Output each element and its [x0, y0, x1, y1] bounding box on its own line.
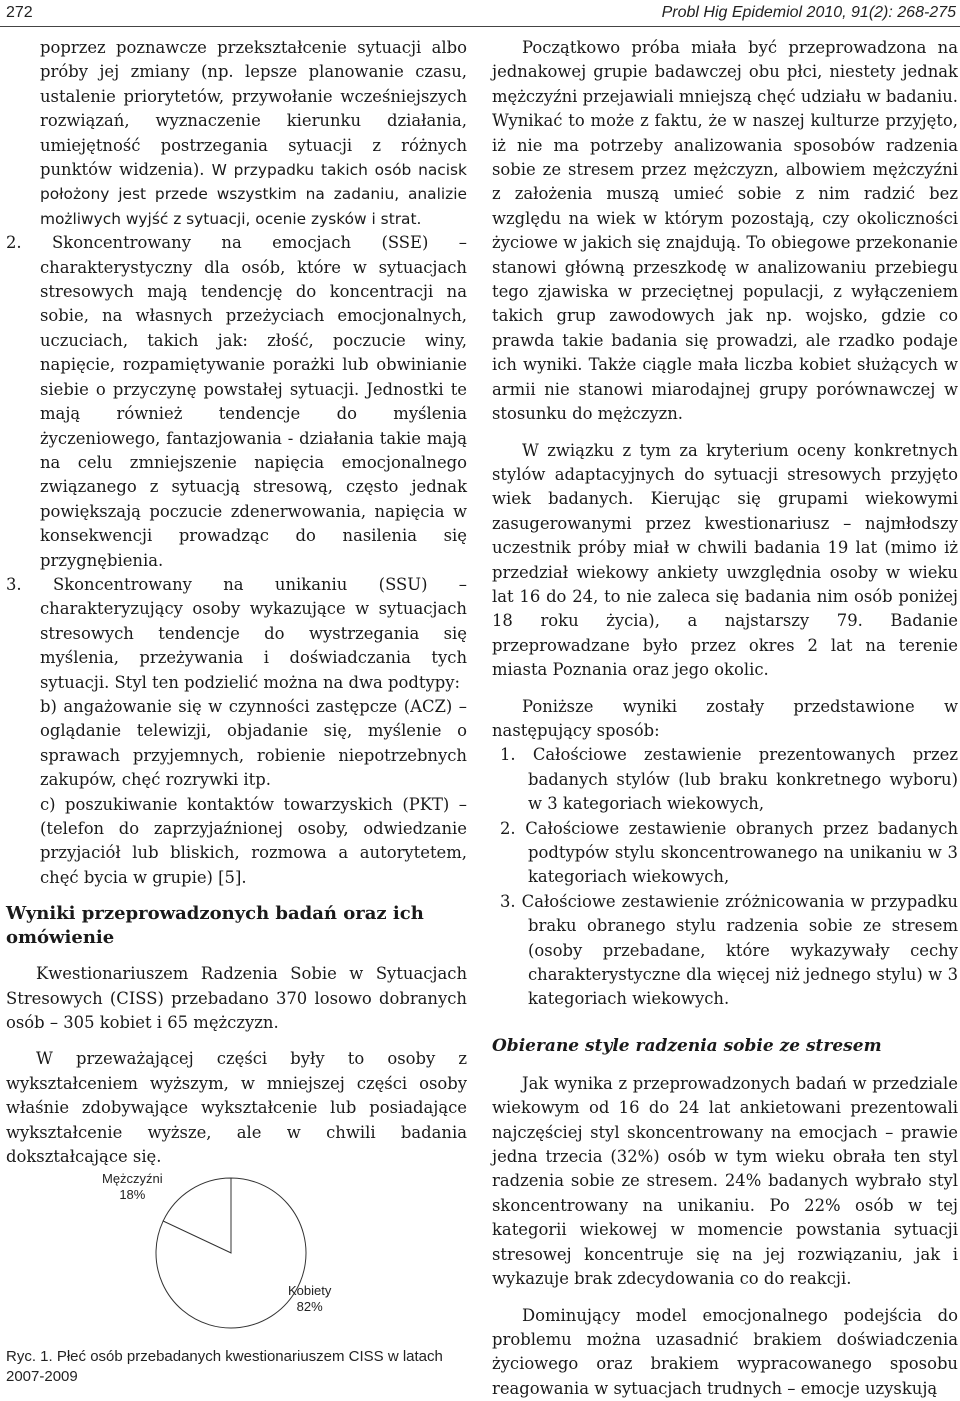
left-p1-text: poprzez poznawcze przekształcenie sytuacji albo próby jej zmiany (np. lepsze planowanie czasu, ustalenie priorytetów, przywołanie wcześniejszych rozwiązań, wyznaczenie kierunku działania, umiejętność postrzegania sytuacji z różnych punktów widzenia).: [40, 38, 467, 179]
page-number: 272: [6, 4, 33, 22]
results-list-item-2: 2. Całościowe zestawienie obranych przez badanych podtypów stylu skoncentrowanego na unikaniu w 3 kategoriach wiekowych,: [492, 817, 958, 890]
pie-label-value: 18%: [102, 1187, 163, 1203]
list-item-2: 2. Skoncentrowany na emocjach (SSE) – charakterystyczny dla osób, które w sytuacjach stresowych mają tendencję do koncentracji na sobie, na własnych przeżyciach emocjonalnych, uczuciach, takich jak: złość, poczucie winy, napięcie, rozpamiętywanie porażki lub obwinianie siebie o przyczynę powstałej sytuacji. Jednostki te mają również tendencje do myślenia życzeniowego, fantazjowania - działania takie mają na celu zmniejszenie napięcia emocjonalnego związanego z sytuacją stresową, często jednak powiększają poczucie zdenerwowania, napięcia w konsekwencji prowadząc do nasilenia się przygnębienia.: [6, 231, 467, 573]
figure-caption: Ryc. 1. Płeć osób przebadanych kwestionariuszem CISS w latach 2007-2009: [6, 1347, 467, 1387]
spacer: [492, 1292, 958, 1304]
list-item-3: 3. Skoncentrowany na unikaniu (SSU) – charakteryzujący osoby wykazujące w sytuacjach stresowych tendencje do wystrzegania się myślenia, przeżywania i doświadczania tych sytuacji. Styl ten podzielić można na dwa podtypy:: [6, 573, 467, 695]
spacer: [492, 427, 958, 439]
left-column: [6, 36, 467, 1169]
results-paragraph-1: Kwestionariuszem Radzenia Sobie w Sytuacjach Stresowych (CISS) przebadano 370 losowo dobranych osób – 305 kobiet i 65 mężczyzn.: [6, 962, 467, 1035]
spacer: [492, 683, 958, 695]
subsection-heading: Obierane style radzenia sobie ze stresem: [492, 1034, 958, 1058]
spacer: [492, 1058, 958, 1072]
pie-label-name: Kobiety: [288, 1283, 331, 1299]
spacer: [6, 950, 467, 962]
right-paragraph-3: Poniższe wyniki zostały przedstawione w następujący sposób:: [492, 695, 958, 744]
right-paragraph-4: Jak wynika z przeprowadzonych badań w przedziale wiekowym od 16 do 24 lat ankietowani prezentowali najczęściej styl skoncentrowany na emocjach – prawie jedna trzecia (32%) osób w tym wieku obrała ten styl radzenia sobie ze stresem. 24% badanych wybrało styl skoncentrowany na unikaniu. Po 22% osób w tej kategorii wiekowej w momencie powstania sytuacji stresowej koncentruje się na jej rozwiązaniu, jak i wykazuje brak zdecydowania co do reakcji.: [492, 1072, 958, 1292]
pie-label-women: [288, 1283, 331, 1315]
spacer: [492, 1012, 958, 1034]
results-list-item-1: 1. Całościowe zestawienie prezentowanych przez badanych stylów (lub braku konkretnego wyboru) w 3 kategoriach wiekowych,: [492, 743, 958, 816]
pie-label-name: Mężczyźni: [102, 1171, 163, 1187]
spacer: [6, 1035, 467, 1047]
section-heading: Wyniki przeprowadzonych badań oraz ich omówienie: [6, 902, 467, 950]
right-paragraph-2: W związku z tym za kryterium oceny konkretnych stylów adaptacyjnych do sytuacji stresowych przyjęto wiek badanych. Kierując się grupami wiekowymi zasugerowanymi przez kwestionariusz – najmłodszy uczestnik próby miał w chwili badania 19 lat (mimo iż przedział wiekowy ankiety uwzględnia osoby w wieku lat 16 do 24, to nie zaleca się badania nim osób poniżej 18 roku życia), a najstarszy 79. Badanie przeprowadzane było przez okres 2 lat na terenie miasta Poznania oraz jego okolic.: [492, 439, 958, 683]
subtype-b: b) angażowanie się w czynności zastępcze (ACZ) – oglądanie telewizji, objadanie się, myślenie o sprawach przyjemnych, robienie niepotrzebnych zakupów, chęć rozrywki itp.: [6, 695, 467, 793]
page-header: [0, 0, 960, 26]
left-paragraph-1: [6, 36, 467, 231]
pie-label-value: 82%: [288, 1299, 331, 1315]
journal-citation: Probl Hig Epidemiol 2010, 91(2): 268-275: [662, 4, 956, 22]
right-paragraph-5: Dominujący model emocjonalnego podejścia do problemu można uzasadnić brakiem doświadczenia życiowego oraz brakiem wypracowanego sposobu reagowania w sytuacjach trudnych – emocje uzyskują: [492, 1304, 958, 1401]
subtype-c: c) poszukiwanie kontaktów towarzyskich (PKT) – (telefon do zaprzyjaźnionej osoby, odwiedzanie przyjaciół lub bliskich, rozmowa a autorytetem, chęć bycia w grupie) [5].: [6, 793, 467, 891]
figure-1: [6, 1165, 467, 1385]
right-paragraph-1: Początkowo próba miała być przeprowadzona na jednakowej grupie badawczej obu płci, niestety jednak mężczyźni przejawiali mniejszą chęć udziału w badaniu. Wynikać to może z faktu, że w naszej kulturze przyjęto, iż nie ma potrzeby analizowania sposobów radzenia sobie ze stresem przez mężczyzn, albowiem mężczyźni z założenia muszą umieć sobie z nim radzić bez względu na wiek w którym pozostają, czy okoliczności życiowe w jakich się znajdują. To obiegowe przekonanie stanowi główną przeszkodę w analizowaniu przebiegu tego zjawiska w przeciętnej populacji, z wyłączeniem takich grup zawodowych jak np. wojsko, gdzie co prawda takie badania się prowadzi, ale rzadko podaje ich wyniki. Także ciągle mała liczba kobiet służących w armii nie stanowi miarodajnej grupy porównawczej w stosunku do mężczyzn.: [492, 36, 958, 427]
right-column: [492, 36, 958, 1401]
header-rule: [0, 26, 960, 27]
left-p1b-text: W przypadku takich osób nacisk położony jest przede wszystkim na zadaniu, analizie możliwych wyjść z sytuacji, ocenie zysków i strat.: [40, 161, 467, 228]
spacer: [6, 890, 467, 902]
pie-label-men: [102, 1171, 163, 1203]
results-paragraph-2: W przeważającej części były to osoby z wykształceniem wyższym, w mniejszej części osoby właśnie zdobywające wykształcenie lub posiadające wykształcenie wyższe, ale w chwili badania dokształcające się.: [6, 1047, 467, 1169]
results-list-item-3: 3. Całościowe zestawienie zróżnicowania w przypadku braku obranego stylu radzenia sobie ze stresem (osoby przebadane, które wykazywały cechy charakterystyczne dla więcej niż jednego stylu) w 3 kategoriach wiekowych.: [492, 890, 958, 1012]
pie-chart: [6, 1165, 467, 1345]
